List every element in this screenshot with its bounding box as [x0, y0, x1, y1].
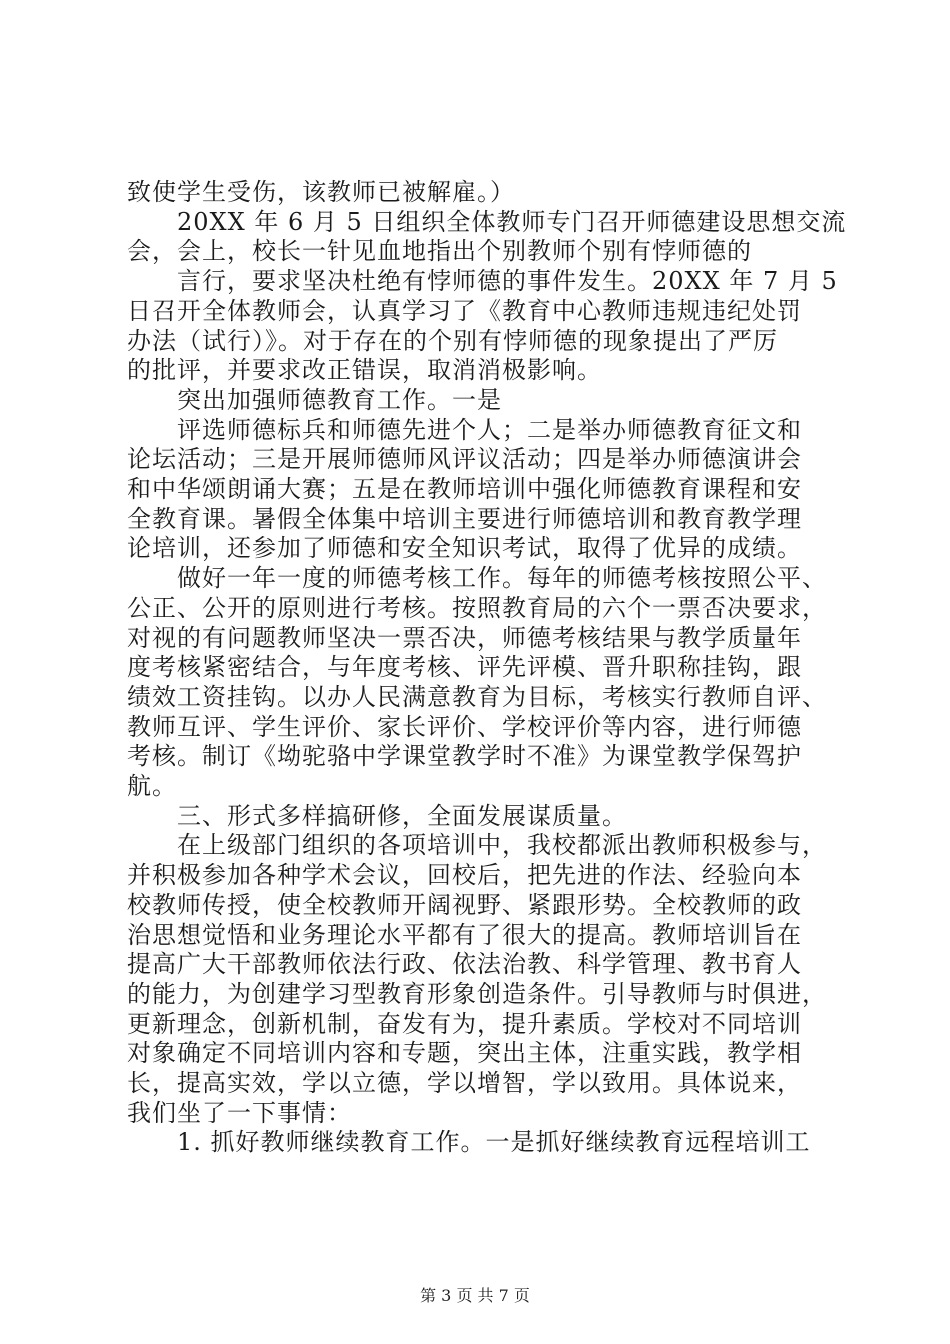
text-line: 更新理念，创新机制，奋发有为，提升素质。学校对不同培训	[127, 1010, 802, 1038]
text-line: 日召开全体教师会，认真学习了《教育中心教师违规违纪处罚	[127, 297, 802, 325]
page-footer: 第 3 页 共 7 页	[420, 1286, 530, 1305]
text-line: 言行，要求坚决杜绝有悖师德的事件发生。20XX 年 7 月 5	[127, 267, 838, 295]
text-line: 突出加强师德教育工作。一是	[127, 386, 502, 414]
text-line: 做好一年一度的师德考核工作。每年的师德考核按照公平、	[127, 564, 827, 592]
text-line: 办法（试行）》。对于存在的个别有悖师德的现象提出了严厉	[127, 327, 778, 355]
text-line: 会，会上，校长一针见血地指出个别教师个别有悖师德的	[127, 237, 752, 265]
text-line: 的能力，为创建学习型教育形象创造条件。引导教师与时俱进，	[127, 980, 827, 1008]
text-line: 绩效工资挂钩。以办人民满意教育为目标，考核实行教师自评、	[127, 683, 827, 711]
text-line: 治思想觉悟和业务理论水平都有了很大的提高。教师培训旨在	[127, 921, 802, 949]
text-line: 并积极参加各种学术会议，回校后，把先进的作法、经验向本	[127, 861, 802, 889]
text-line: 我们坐了一下事情：	[127, 1099, 352, 1127]
text-line: 提高广大干部教师依法行政、依法治教、科学管理、教书育人	[127, 950, 802, 978]
text-line: 的批评，并要求改正错误，取消消极影响。	[127, 356, 602, 384]
text-line: 论培训，还参加了师德和安全知识考试，取得了优异的成绩。	[127, 534, 802, 562]
text-line: 对象确定不同培训内容和专题，突出主体，注重实践，教学相	[127, 1039, 802, 1067]
text-line: 和中华颂朗诵大赛；五是在教师培训中强化师德教育课程和安	[127, 475, 802, 503]
text-line: 考核。制订《坳驼骆中学课堂教学时不准》为课堂教学保驾护	[127, 742, 802, 770]
text-line: 公正、公开的原则进行考核。按照教育局的六个一票否决要求，	[127, 594, 827, 622]
text-line: 对视的有问题教师坚决一票否决，师德考核结果与教学质量年	[127, 624, 802, 652]
text-line: 三、形式多样搞研修，全面发展谋质量。	[127, 802, 627, 830]
text-line: 校教师传授，使全校教师开阔视野、紧跟形势。全校教师的政	[127, 891, 802, 919]
text-line: 教师互评、学生评价、家长评价、学校评价等内容，进行师德	[127, 713, 802, 741]
text-line: 1. 抓好教师继续教育工作。一是抓好继续教育远程培训工	[127, 1128, 811, 1156]
text-line: 在上级部门组织的各项培训中，我校都派出教师积极参与，	[127, 831, 827, 859]
text-line: 20XX 年 6 月 5 日组织全体教师专门召开师德建设思想交流	[127, 208, 847, 236]
text-line: 全教育课。暑假全体集中培训主要进行师德培训和教育教学理	[127, 505, 802, 533]
text-line: 航。	[127, 772, 177, 800]
text-line: 致使学生受伤，该教师已被解雇。）	[127, 178, 515, 206]
text-line: 长，提高实效，学以立德，学以增智，学以致用。具体说来，	[127, 1069, 802, 1097]
text-line: 评选师德标兵和师德先进个人；二是举办师德教育征文和	[127, 416, 802, 444]
text-line: 度考核紧密结合，与年度考核、评先评模、晋升职称挂钩，跟	[127, 653, 802, 681]
text-line: 论坛活动；三是开展师德师风评议活动；四是举办师德演讲会	[127, 445, 802, 473]
